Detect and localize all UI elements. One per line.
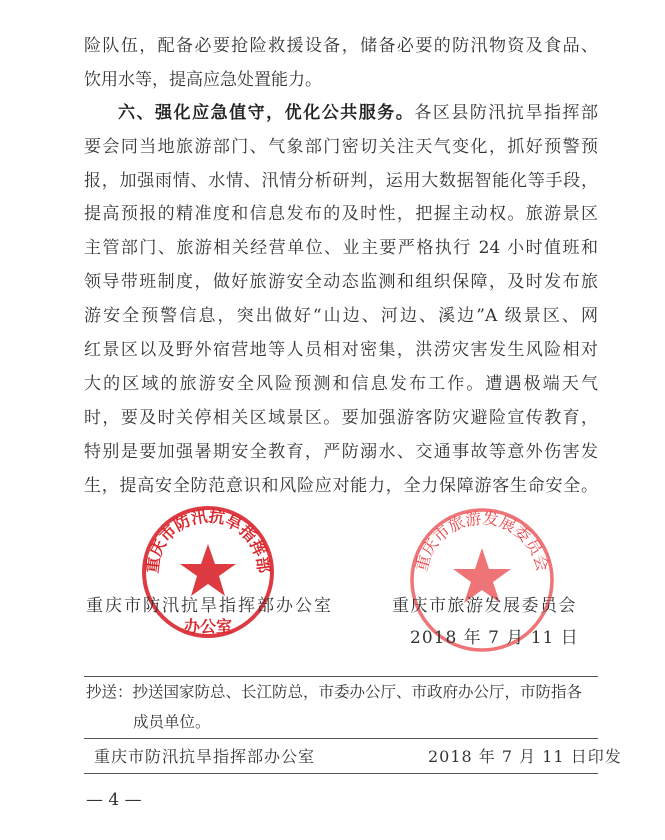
text-line: 时，要及时关停相关区域景区。要加强游客防灾避险宣传教育， [84, 408, 598, 428]
seal-left-bottom-text: 办公室 [183, 617, 233, 636]
text-line: 主管部门、旅游相关经营单位、业主要严格执行 24 小时值班和 [84, 238, 598, 258]
text-line: 报，加强雨情、水情、汛情分析研判，运用大数据智能化等手段， [84, 171, 598, 191]
cc-recipients: 抄送国家防总、长江防总，市委办公厅、市政府办公厅，市防指各 [132, 683, 583, 701]
seal-right-arc-text: 重庆市旅游发展委员会 [411, 508, 553, 574]
cc-recipients-cont: 成员单位。 [133, 713, 211, 731]
divider [84, 773, 598, 774]
official-seal-left [138, 504, 278, 644]
divider [84, 738, 598, 739]
text-line: 险队伍，配备必要抢险救援设备，储备必要的防汛物资及食品、 [84, 36, 598, 56]
seal-right-star-icon [453, 548, 511, 603]
issuer: 重庆市防汛抗旱指挥部办公室 [94, 747, 316, 766]
text-line: 游安全预警信息，突出做好“山边、河边、溪边”A 级景区、网 [84, 306, 598, 326]
seal-left-arc-text: 重庆市防汛抗旱指挥部 [142, 506, 274, 575]
signature-left-org: 重庆市防汛抗旱指挥部办公室 [86, 596, 333, 616]
section-paragraph-start [118, 101, 598, 125]
text-line: 提高预报的精准度和信息发布的及时性，把握主动权。旅游景区 [84, 204, 598, 224]
section-heading: 六、强化应急值守，优化公共服务。 [118, 103, 415, 123]
text-line: 要会同当地旅游部门、气象部门密切关注天气变化，抓好预警预 [84, 137, 598, 157]
text-line: 红景区以及野外宿营地等人员相对密集，洪涝灾害发生风险相对 [84, 340, 598, 360]
seal-left-star-icon [180, 544, 236, 596]
text-line: 大的区域的旅游安全风险预测和信息发布工作。遭遇极端天气 [84, 374, 598, 394]
cc-line [86, 682, 582, 702]
issue-date: 2018 年 7 月 11 日印发 [428, 747, 622, 766]
text-line: 生，提高安全防范意识和风险应对能力，全力保障游客生命安全。 [84, 476, 598, 496]
text-line: 领导带班制度，做好旅游安全动态监测和组织保障，及时发布旅 [84, 272, 598, 292]
page-number: — 4 — [86, 790, 142, 810]
signature-date: 2018 年 7 月 11 日 [410, 628, 579, 648]
divider [84, 676, 598, 677]
section-lead: 各区县防汛抗旱指挥部 [414, 103, 599, 123]
text-line: 饮用水等，提高应急处置能力。 [84, 70, 322, 90]
cc-label: 抄送： [86, 683, 133, 701]
text-line: 特别是要加强暑期安全教育，严防溺水、交通事故等意外伤害发 [84, 442, 598, 462]
signature-right-org: 重庆市旅游发展委员会 [392, 596, 577, 616]
